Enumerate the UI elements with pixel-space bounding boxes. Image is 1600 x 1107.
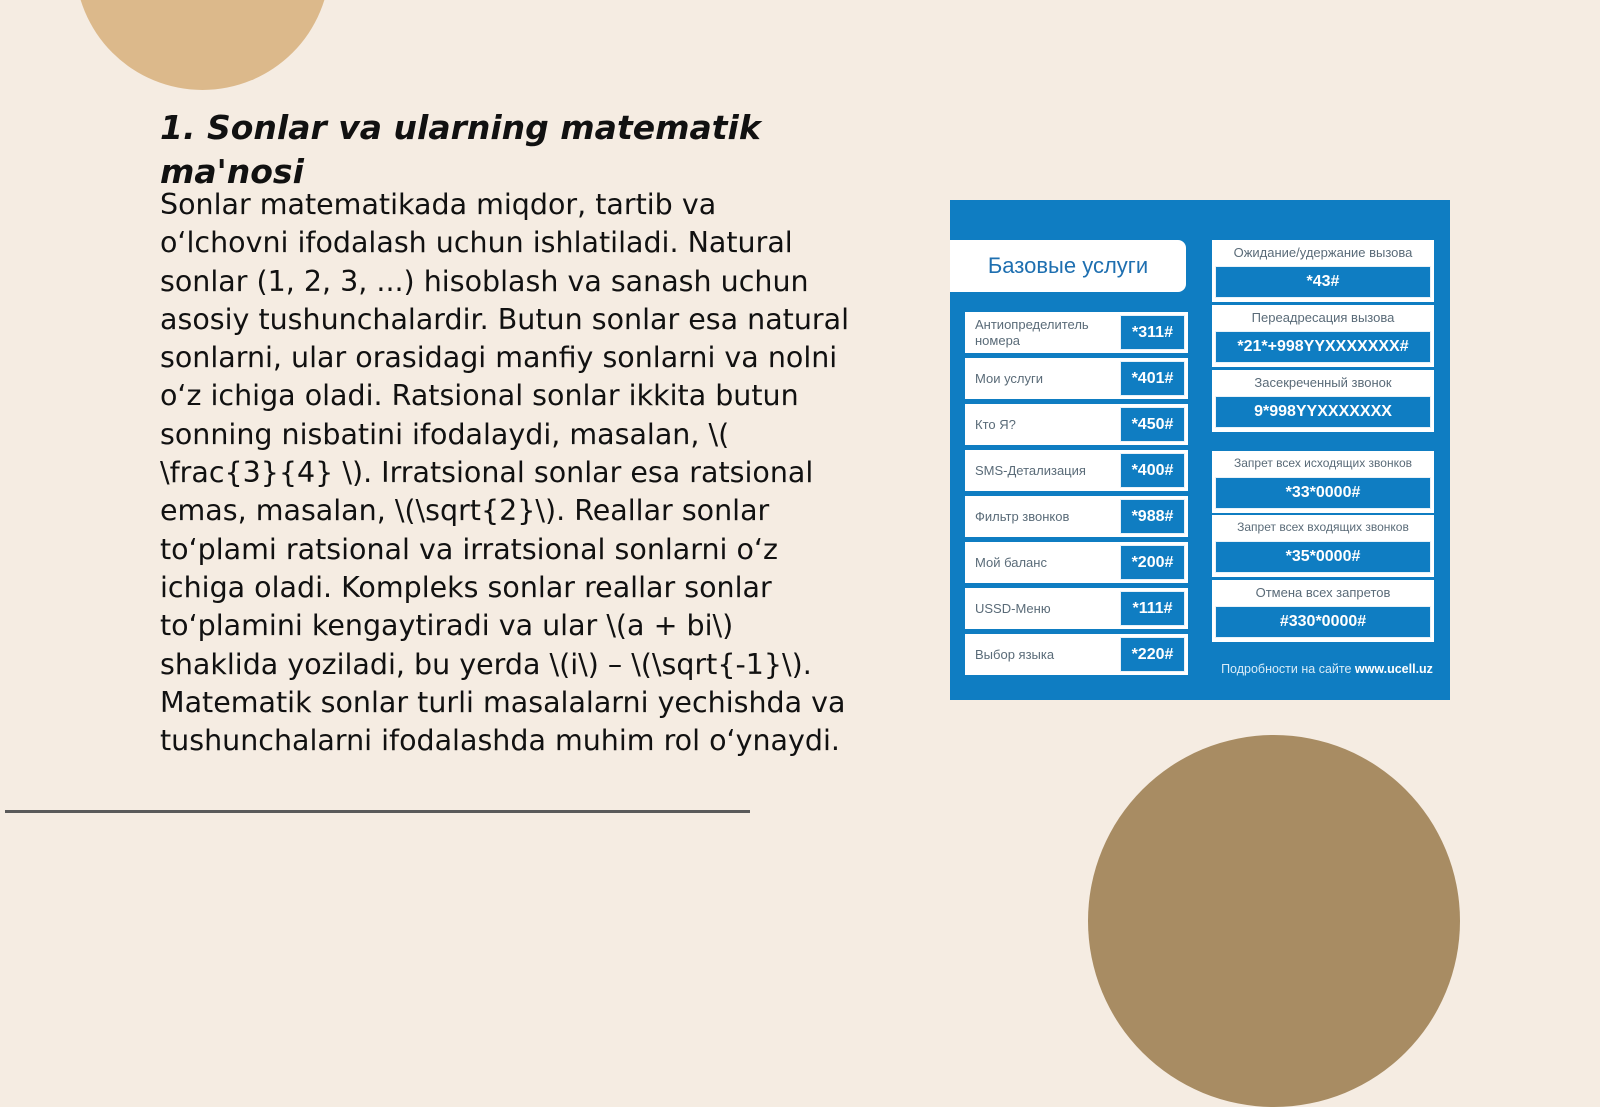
service-label: USSD-Меню [975,600,1051,616]
service-row [965,404,1188,445]
service-box [1212,580,1434,642]
service-label: Запрет всех исходящих звонков [1233,456,1413,470]
service-box [1212,451,1434,513]
service-code: *450# [1120,407,1185,442]
service-label: Мои услуги [975,370,1044,386]
service-box [1212,305,1434,367]
service-code: *35*0000# [1215,541,1431,573]
service-box [1212,370,1434,432]
slide-body-text: Sonlar matematikada miqdor, tartib va o‘lchovni ifodalash uchun ishlatiladi. Natural sonlar (1, 2, 3, ...) hisoblash va sanash uchun asosiy tushunchalardir. Butun sonlar esa natural sonlarni, ular orasidagi manfiy sonlarni va nolni o‘z ichiga oladi. Ratsional sonlar ikkita butun sonning nisbatini ifodalaydi, masalan, \( \frac{3}{4} \). Irratsional sonlar esa ratsional emas, masalan, \(\sqrt{2}\). Reallar sonlar to‘plami ratsional va irratsional sonlarni o‘z ichiga oladi. Kompleks sonlar reallar sonlar to‘plamini kengaytiradi va ular \(a + bi\) shaklida yoziladi, bu yerda \(i\) – \(\sqrt{-1}\). Matematik sonlar turli masalalarni yechishda va tushunchalarni ifodalashda muhim rol o‘ynaydi. [160,188,849,758]
services-image [950,200,1450,700]
service-code: *400# [1120,453,1185,488]
service-row [965,312,1188,353]
service-row [965,450,1188,491]
service-row [965,542,1188,583]
service-code: *33*0000# [1215,477,1431,509]
service-label: Кто Я? [975,416,1016,432]
decorative-circle-bottom [1088,735,1460,1107]
service-code: *311# [1120,315,1185,350]
service-label: Ожидание/удержание вызова [1233,244,1413,260]
footer-text: Подробности на сайте [1221,662,1352,676]
service-row [965,496,1188,537]
service-code: #330*0000# [1215,606,1431,638]
service-code: *401# [1120,361,1185,396]
panel-footer [1212,662,1442,676]
panel-title: Базовые услуги [950,240,1186,292]
footer-site: www.ucell.uz [1354,662,1433,676]
service-code: *21*+998YYXXXXXXX# [1215,331,1431,363]
service-code: *988# [1120,499,1185,534]
service-code: *43# [1215,266,1431,298]
service-code: *200# [1120,545,1185,580]
divider-line [5,810,750,813]
service-label: Засекреченный звонок [1254,374,1392,390]
service-code: 9*998YYXXXXXXX [1215,396,1431,428]
service-label: Запрет всех входящих звонков [1237,520,1409,534]
decorative-circle-top [75,0,330,90]
service-row [965,588,1188,629]
service-label: Фильтр звонков [975,508,1070,524]
service-row [965,634,1188,675]
service-label: Переадресация вызова [1251,309,1395,325]
service-code: *220# [1120,637,1185,672]
left-services-list [965,312,1188,680]
service-box [1212,515,1434,577]
slide-title: 1. Sonlar va ularning matematik ma'nosi [160,108,761,191]
service-label: Антиопределитель номера [975,316,1089,348]
service-label: Мой баланс [975,554,1047,570]
service-row [965,358,1188,399]
service-code: *111# [1120,591,1185,626]
service-label: Отмена всех запретов [1255,584,1391,600]
service-label: SMS-Детализация [975,462,1086,478]
service-box [1212,240,1434,302]
service-label: Выбор языка [975,646,1055,662]
